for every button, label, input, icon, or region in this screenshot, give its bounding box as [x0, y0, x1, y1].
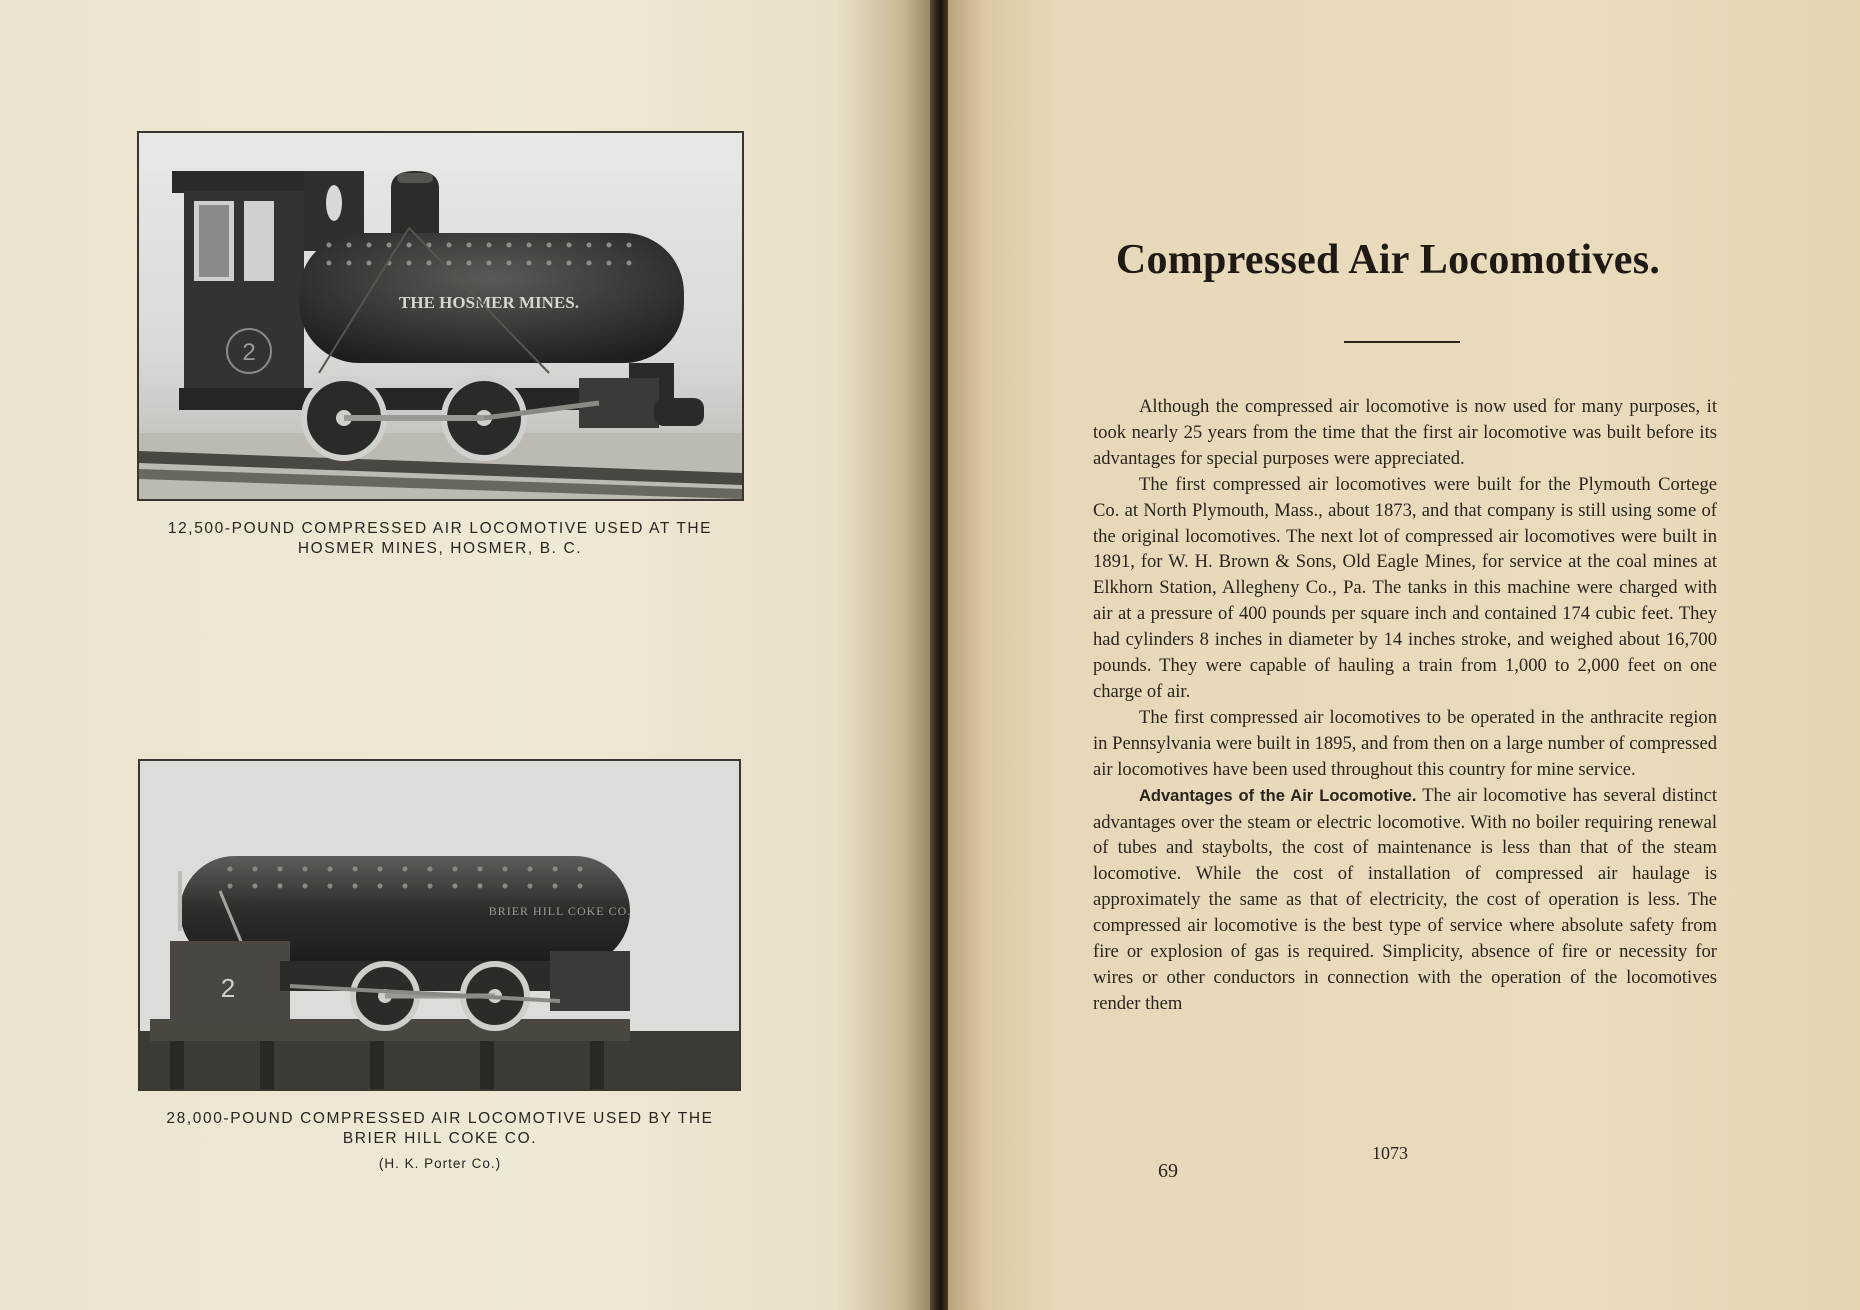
title-rule	[1344, 341, 1460, 343]
folio-number: 1073	[1372, 1143, 1408, 1163]
paragraph-3: The first compressed air locomotives to be operated in the anthracite region in Pennsylvania were built in 1895, and from then on a large number of compressed air locomotives have been used throughout this country for mine service.	[1093, 706, 1717, 780]
paragraph-1: Although the compressed air locomotive is now used for many purposes, it took nearly 25 years from the time that the first air locomotive was built before its advantages for special purposes were appreciated.	[1093, 396, 1717, 469]
figure2-caption	[130, 1109, 750, 1149]
brier-plate-text: BRIER HILL COKE CO.	[488, 904, 632, 918]
paragraph-4	[1093, 783, 1717, 1017]
hosmer-locomotive-illustration	[139, 133, 742, 499]
advantages-heading: Advantages of the Air Locomotive.	[1139, 786, 1417, 805]
brier-hill-locomotive-illustration	[140, 761, 739, 1089]
brier-number-text: 2	[220, 973, 236, 1003]
figure2-caption-line1: 28,000-POUND COMPRESSED AIR LOCOMOTIVE USED BY THE	[166, 1110, 714, 1127]
body-text	[1093, 394, 1717, 1017]
book-gutter	[930, 0, 948, 1310]
brier-hill-locomotive-photo	[138, 759, 741, 1091]
cab-number-text: 2	[242, 339, 256, 366]
figure2-caption-line2: BRIER HILL COKE CO.	[342, 1130, 538, 1147]
hosmer-locomotive-photo	[137, 131, 744, 501]
figure2-credit: (H. K. Porter Co.)	[378, 1156, 502, 1171]
chapter-title: Compressed Air Locomotives.	[1115, 237, 1661, 283]
advantages-text: The air locomotive has several distinct advantages over the steam or electric locomotive. With no boiler requiring renewal of tubes and staybolts, the cost of maintenance is less than that of the steam locomotive. While the cost of installation of compressed air haulage is approximately the same as that of electricity, the cost of operation is less. The compressed air locomotive is the best type of service where absolute safety from fire or explosion of gas is required. Simplicity, absence of fire or necessity for wires or other conductors in connection with the operation of the locomotives render them	[1093, 784, 1717, 1014]
figure1-caption-line2: HOSMER MINES, HOSMER, B. C.	[297, 540, 583, 557]
hosmer-plate-text: THE HOSMER MINES.	[399, 293, 579, 312]
figure1-caption	[130, 519, 750, 559]
figure1-caption-line1: 12,500-POUND COMPRESSED AIR LOCOMOTIVE USED AT THE	[167, 520, 713, 537]
paragraph-2: The first compressed air locomotives were built for the Plymouth Cortege Co. at North Plymouth, Mass., about 1873, and that company is still using some of the original locomotives. The next lot of compressed air locomotives were built in 1891, for W. H. Brown & Sons, Old Eagle Mines, for service at the coal mines at Elkhorn Station, Allegheny Co., Pa. The tanks in this machine were charged with air at a pressure of 400 pounds per square inch and contained 174 cubic feet. They had cylinders 8 inches in diameter by 14 inches stroke, and weighed about 16,700 pounds. They were capable of hauling a train from 1,000 to 2,000 feet on one charge of air.	[1093, 473, 1717, 702]
page-number: 69	[1158, 1160, 1178, 1182]
